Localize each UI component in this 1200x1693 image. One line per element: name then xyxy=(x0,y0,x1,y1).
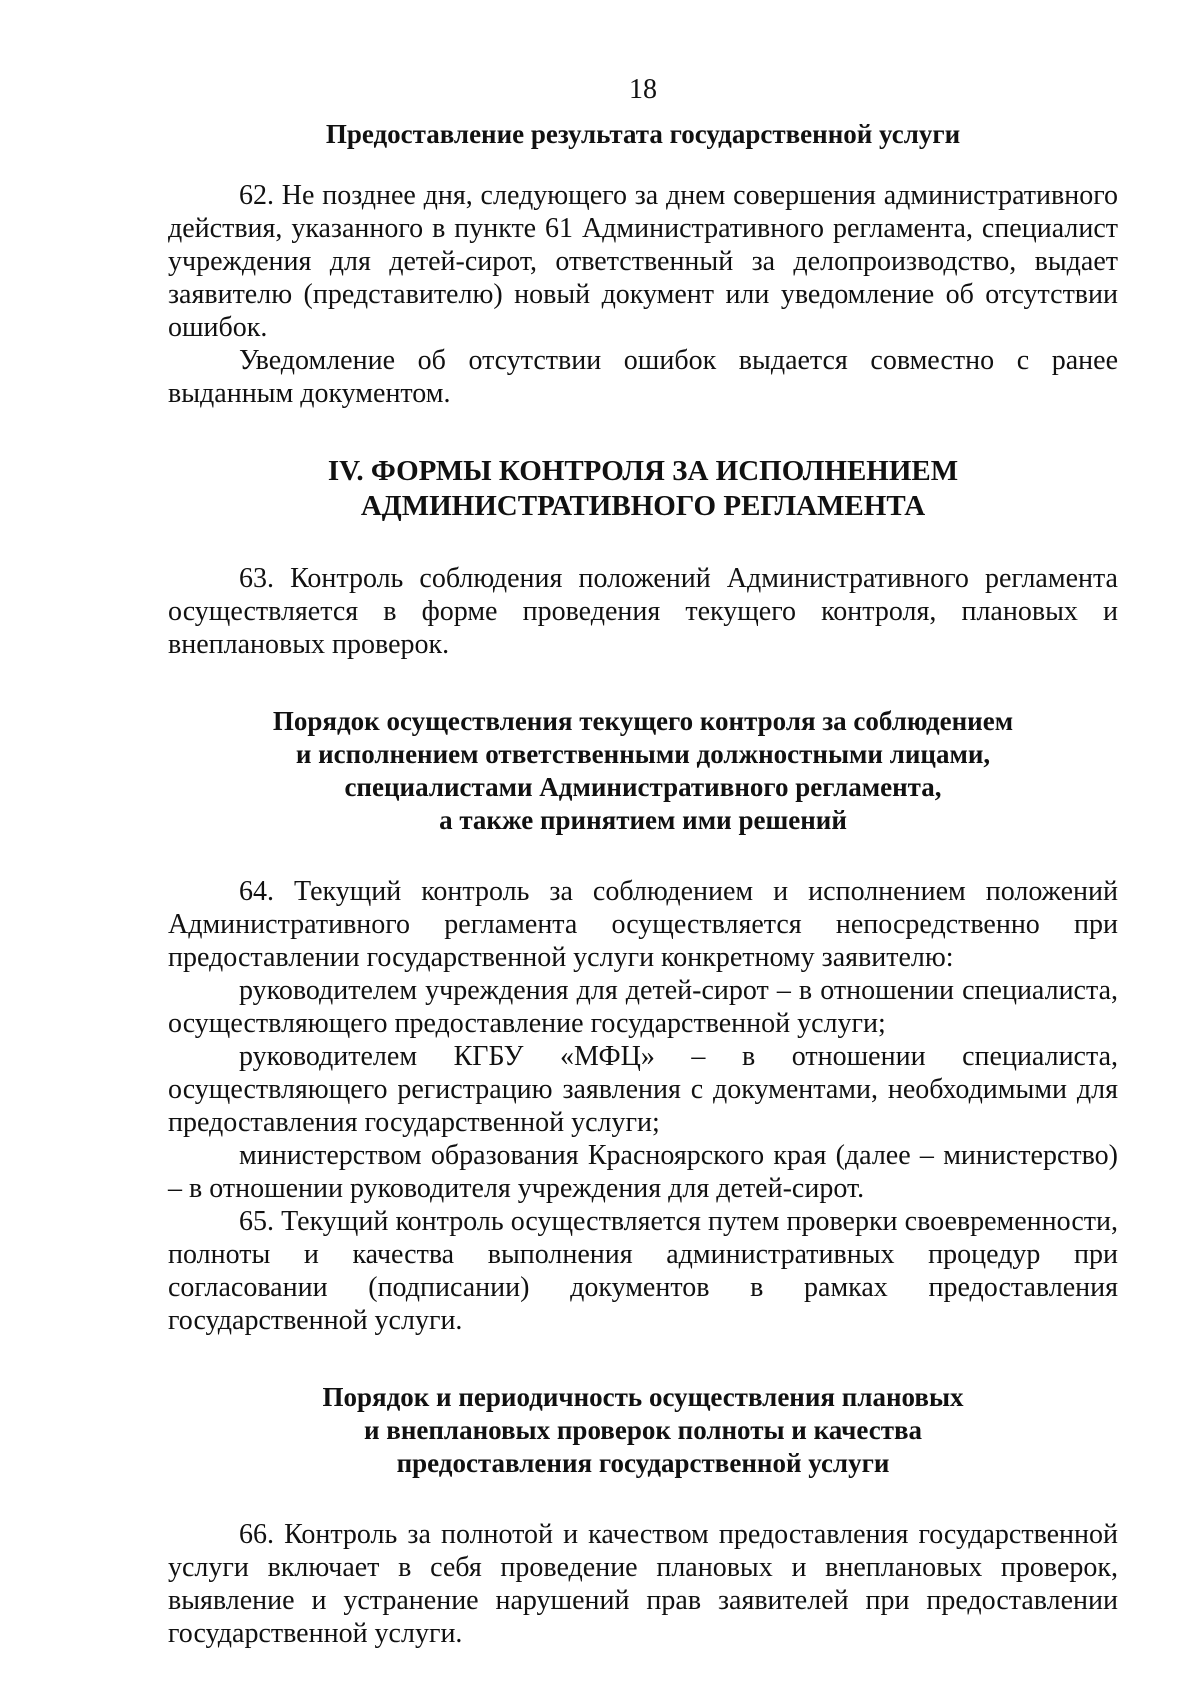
paragraph-65: 65. Текущий контроль осуществляется путем проверки своевременности, полноты и качества выполнения административных процедур при согласовании (подписании) документов в рамках предоставления государственной услуги. xyxy=(168,1206,1118,1336)
inspections-heading-line-3: предоставления государственной услуги xyxy=(396,1448,890,1478)
current-control-heading-line-4: а также принятием ими решений xyxy=(439,805,847,835)
page-number: 18 xyxy=(629,74,657,105)
chapter-4-title-line-2: АДМИНИСТРАТИВНОГО РЕГЛАМЕНТА xyxy=(360,490,926,522)
chapter-4-title-line-1: IV. ФОРМЫ КОНТРОЛЯ ЗА ИСПОЛНЕНИЕМ xyxy=(327,455,959,487)
inspections-heading-line-2: и внеплановых проверок полноты и качества xyxy=(363,1415,923,1445)
paragraph-64-item-1: руководителем учреждения для детей-сирот – в отношении специалиста, осуществляющего предоставление государственной услуги; xyxy=(168,975,1118,1039)
inspections-heading-line-1: Порядок и периодичность осуществления плановых xyxy=(322,1382,964,1412)
spacer xyxy=(168,410,1118,454)
paragraph-64: 64. Текущий контроль за соблюдением и исполнением положений Административного регламента осуществляется непосредственно при предоставлении государственной услуги конкретному заявителю: xyxy=(168,876,1118,973)
paragraph-62-note: Уведомление об отсутствии ошибок выдается совместно с ранее выданным документом. xyxy=(168,345,1118,409)
paragraph-63: 63. Контроль соблюдения положений Административного регламента осуществляется в форме проведения текущего контроля, плановых и внеплановых проверок. xyxy=(168,563,1118,660)
spacer xyxy=(168,1337,1118,1381)
current-control-heading-line-1: Порядок осуществления текущего контроля за соблюдением xyxy=(272,706,1014,736)
current-control-heading-line-3: специалистами Административного регламента, xyxy=(344,772,942,802)
paragraph-62: 62. Не позднее дня, следующего за днем совершения административного действия, указанного в пункте 61 Административного регламента, специалист учреждения для детей-сирот, ответственный за делопроизводство, выдает заявителю (представителю) новый документ или уведомление об отсутствии ошибок. xyxy=(168,180,1118,343)
spacer xyxy=(168,837,1118,875)
chapter-4-title xyxy=(168,454,1118,524)
current-control-heading xyxy=(168,705,1118,837)
paragraph-64-item-3: министерством образования Красноярского края (далее – министерство) – в отношении руководителя учреждения для детей-сирот. xyxy=(168,1140,1118,1204)
spacer xyxy=(168,661,1118,705)
result-heading-text: Предоставление результата государственной услуги xyxy=(325,119,961,149)
paragraph-66: 66. Контроль за полнотой и качеством предоставления государственной услуги включает в себя проведение плановых и внеплановых проверок, выявление и устранение нарушений прав заявителей при предоставлении государственной услуги. xyxy=(168,1519,1118,1649)
spacer xyxy=(168,524,1118,562)
document-page xyxy=(168,74,1118,1650)
spacer xyxy=(168,1480,1118,1518)
result-heading xyxy=(168,118,1118,151)
inspections-heading xyxy=(168,1381,1118,1480)
spacer xyxy=(168,151,1118,179)
paragraph-64-item-2: руководителем КГБУ «МФЦ» – в отношении специалиста, осуществляющего регистрацию заявления с документами, необходимыми для предоставления государственной услуги; xyxy=(168,1041,1118,1138)
current-control-heading-line-2: и исполнением ответственными должностными лицами, xyxy=(295,739,991,769)
